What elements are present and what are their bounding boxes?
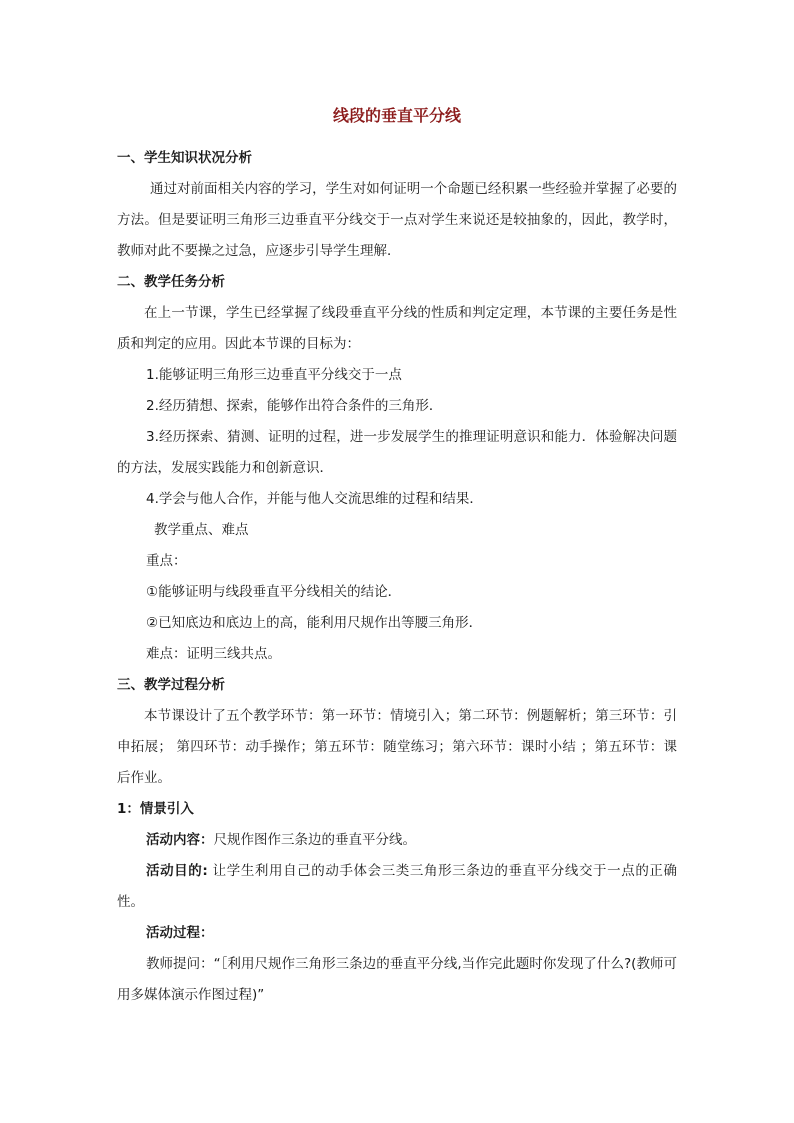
key-point-item: ②已知底边和底边上的高，能利用尺规作出等腰三角形．: [146, 615, 483, 631]
knowledge-paragraph: 通过对前面相关内容的学习，学生对如何证明一个命题已经积累一些经验并掌握了必要的方法。但是要证明三角形三边垂直平分线交于一点对学生来说还是较抽象的，因此，教学时，教师对此不要操之过急，应逐步引导学生理解．: [117, 181, 677, 259]
difficulty-text: 难点：证明三线共点。: [146, 646, 281, 662]
document-title: 线段的垂直平分线: [332, 106, 461, 125]
activity-goal: [117, 856, 677, 918]
key-points-label: 重点：: [146, 553, 187, 569]
goal-item: 4.学会与他人合作，并能与他人交流思维的过程和结果．: [146, 491, 483, 507]
section-heading-process: 三、教学过程分析: [117, 677, 225, 693]
task-paragraph: 在上一节课，学生已经掌握了线段垂直平分线的性质和判定定理，本节课的主要任务是性质和判定的应用。因此本节课的目标为：: [117, 305, 677, 352]
activity-content-text: 尺规作图作三条边的垂直平分线。: [213, 832, 416, 848]
key-point-item: ①能够证明与线段垂直平分线相关的结论．: [146, 584, 402, 600]
activity-content-label: 活动内容：: [146, 832, 214, 848]
document-body: [117, 143, 677, 1011]
activity-goal-text: 让学生利用自己的动手体会三类三角形三条边的垂直平分线交于一点的正确性。: [117, 863, 677, 910]
goal-item: 3.经历探索、猜测、证明的过程，进一步发展学生的推理证明意识和能力．体验解决问题的方法，发展实践能力和创新意识．: [117, 429, 677, 476]
goal-item: 2.经历猜想、探索，能够作出符合条件的三角形．: [146, 398, 443, 414]
activity-content: [117, 825, 677, 856]
key-difficulty-heading: 教学重点、难点: [154, 522, 249, 538]
section-heading-knowledge: 一、学生知识状况分析: [117, 150, 252, 166]
teacher-question: 教师提问：“［利用尺规作三角形三条边的垂直平分线,当作完此题时你发现了什么?(教师可用多媒体演示作图过程)”: [117, 956, 677, 1003]
goal-item: 1.能够证明三角形三边垂直平分线交于一点: [146, 367, 402, 383]
process-paragraph: 本节课设计了五个教学环节：第一环节：情境引入；第二环节：例题解析；第三环节：引申拓展； 第四环节：动手操作；第五环节：随堂练习；第六环节：课时小结 ；第五环节：课后作业。: [117, 708, 677, 786]
step-heading-intro: 1：情景引入: [117, 801, 194, 817]
section-heading-task: 二、教学任务分析: [117, 274, 225, 290]
activity-goal-label: 活动目的:: [146, 863, 208, 879]
activity-process-label: 活动过程：: [146, 925, 214, 941]
